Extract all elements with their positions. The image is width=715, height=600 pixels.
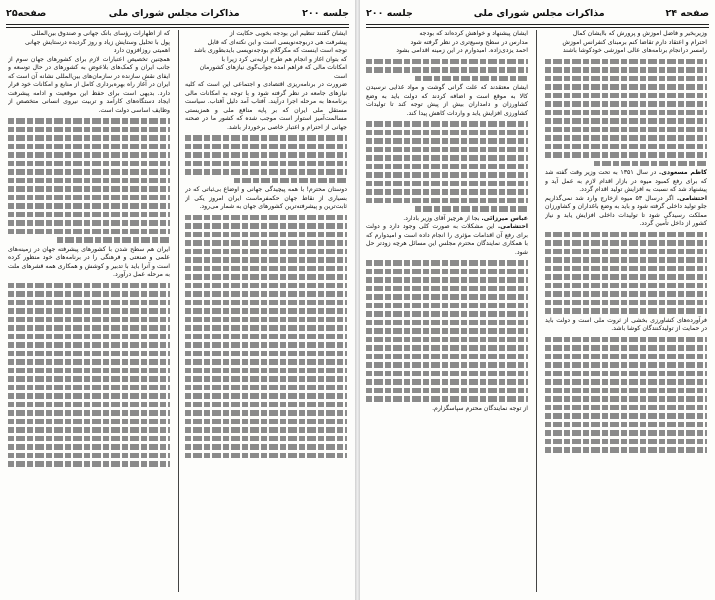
text-filler <box>8 283 170 289</box>
text-filler <box>234 178 347 184</box>
text-filler <box>185 436 347 442</box>
text-filler <box>366 59 528 65</box>
text-filler <box>366 147 528 153</box>
right-page-right-column <box>545 30 707 596</box>
text-filler <box>545 405 707 411</box>
text-filler <box>8 385 170 391</box>
text-filler <box>366 189 528 195</box>
text-filler <box>545 144 707 150</box>
text-filler <box>185 359 347 365</box>
text-filler <box>366 269 528 275</box>
text-filler <box>8 342 170 348</box>
text-filler <box>8 186 170 192</box>
text-filler <box>8 220 170 226</box>
speaker-name: احتشامی. <box>497 223 528 230</box>
text-filler <box>545 413 707 419</box>
left-page-right-column <box>185 30 347 596</box>
paragraph: فرآورده‌های کشاورزی بخشی از ثروت ملی است و دولت باید در حمایت از تولیدکنندگان کوشا باشد. <box>545 316 707 332</box>
text-filler <box>8 195 170 201</box>
left-page-title: مذاکرات مجلس شورای ملی <box>108 7 240 19</box>
speaker-name: عباس میرزائی. <box>481 214 528 222</box>
text-filler <box>366 198 528 204</box>
text-filler <box>545 396 707 402</box>
speaker-name: کاظم مسعودی. <box>658 169 707 176</box>
left-header-rule <box>6 24 349 28</box>
left-page-number: صفحه۲۵ <box>6 7 47 19</box>
right-page-number: صفحه ۲۴ <box>665 7 709 19</box>
right-page-title: مذاکرات مجلس شورای ملی <box>473 7 605 19</box>
text-filler <box>8 376 170 382</box>
text-filler <box>545 110 707 116</box>
text-filler <box>8 427 170 433</box>
text-filler <box>366 371 528 377</box>
paragraph: ایشان معتقدند که علت گرانی گوشت و مواد غذایی نرسیدن کالا به موقع است و اضافه کردند که دولت باید به وضع کشاورزان و دامداران بیش از پیش توجه کند تا تولیدات کشاورزی افزایش یابد و واردات کاهش پیدا کند. <box>366 84 528 117</box>
text-filler <box>8 444 170 450</box>
text-filler <box>8 334 170 340</box>
text-filler <box>366 311 528 317</box>
text-line: احترام و اعتقاد دارم تقاضا کنم برمبنای کنفرانس آموزش <box>562 38 707 46</box>
text-filler <box>8 300 170 306</box>
text-filler <box>366 354 528 360</box>
text-filler <box>8 308 170 314</box>
text-filler <box>545 101 707 107</box>
text-filler <box>366 286 528 292</box>
text-filler <box>185 291 347 297</box>
text-filler <box>366 345 528 351</box>
text-filler <box>8 317 170 323</box>
text-filler <box>366 67 528 73</box>
text-line: توجه است اینست که مکرگلام بودجه‌نویسی بایدبطوری باشد <box>193 47 347 54</box>
text-filler <box>366 138 528 144</box>
text-filler <box>545 266 707 272</box>
text-filler <box>185 410 347 416</box>
text-filler <box>185 300 347 306</box>
text-filler <box>185 240 347 246</box>
text-filler <box>185 419 347 425</box>
text-filler <box>8 410 170 416</box>
text-filler <box>545 152 707 158</box>
text-filler <box>545 93 707 99</box>
text-filler <box>545 439 707 445</box>
text-filler <box>366 172 528 178</box>
text-line: امکانات مالی که فراهم آمده جواب‌گوی نیازهای کشورمان <box>199 64 347 71</box>
text-filler <box>8 135 170 141</box>
text-line: که بتوان آغاز و انجام هم طرح ارایه‌نی کرد زیرا با <box>221 55 347 63</box>
text-filler <box>185 144 347 150</box>
text-filler <box>185 232 347 238</box>
text-line: اهمیتی روزافزون دارد <box>113 47 170 54</box>
text-filler <box>185 376 347 382</box>
left-session-label: جلسه ۲۰۰ <box>302 7 349 19</box>
text-filler <box>8 393 170 399</box>
text-line: که از اظهارات رؤسای بانک جهانی و صندوق بین‌المللی <box>31 30 170 37</box>
text-line: ایشان پیشنهاد و خواهش کرده‌اند که بودجه <box>419 30 528 37</box>
paragraph: همچنین تخصیص اعتبارات لازم برای کشورهای جهان سوم از جانب ایران و کمک‌های بلاعوض به کشورهای در حال توسعه و ایفای نقش سازنده در سازمان‌های بین‌المللی نشانه آن است که ایران در آغاز راه بهره‌برداری کامل از منابع و امکانات خود قرار دارد. بدیهی است برای حفظ این موقعیت و ادامه پیشرفت ایجاد دستگاه‌های کارآمد و تربیت نیروی انسانی متخصص از وظایف اساسی دولت است. <box>8 55 170 114</box>
text-filler <box>545 59 707 65</box>
text-filler <box>366 320 528 326</box>
left-page-left-column <box>8 30 170 596</box>
text-filler <box>185 274 347 280</box>
speech-text: بجا از هرچیز آقای وزیر بادارد. <box>403 214 480 222</box>
text-filler <box>366 379 528 385</box>
text-filler <box>8 203 170 209</box>
text-filler <box>185 317 347 323</box>
text-filler <box>545 240 707 246</box>
text-filler <box>8 161 170 167</box>
text-filler <box>366 155 528 161</box>
right-page-left-column <box>366 30 528 596</box>
text-filler <box>366 337 528 343</box>
text-filler <box>185 223 347 229</box>
text-filler <box>545 300 707 306</box>
text-filler <box>545 337 707 343</box>
text-filler <box>366 164 528 170</box>
text-filler <box>8 368 170 374</box>
text-filler <box>8 325 170 331</box>
text-filler <box>8 351 170 357</box>
text-filler <box>545 354 707 360</box>
speech-text: در سال ۱۳۵۱ به تحت وزیر وقت گفته شد که برای رفع کمبود میوه در بازار اقدام لازم به عمل آید و پیشنهاد شد که نسبت به افزایش تولید اقدام گردد. <box>545 169 707 193</box>
text-filler <box>8 169 170 175</box>
text-filler <box>8 419 170 425</box>
text-filler <box>185 249 347 255</box>
text-filler <box>185 385 347 391</box>
text-filler <box>545 127 707 133</box>
text-filler <box>545 76 707 82</box>
text-line: ایشان گفتند تنظیم این بودجه بخوبی حکایت از <box>229 30 347 37</box>
text-filler <box>185 342 347 348</box>
text-filler <box>57 237 170 243</box>
text-filler <box>8 359 170 365</box>
text-filler <box>8 178 170 184</box>
text-filler <box>185 152 347 158</box>
paragraph: دوستان محترم! با همه پیچیدگی جهانی و اوضاع بی‌ثباتی که در بسیاری از نقاط جهان حکمفرماست ایران امروز یکی از ثابت‌ترین و پیشرفته‌ترین کشورهای جهان به شمار می‌رود. <box>185 186 347 210</box>
text-filler <box>545 84 707 90</box>
text-filler <box>545 430 707 436</box>
text-filler <box>185 266 347 272</box>
text-filler <box>185 334 347 340</box>
text-filler <box>415 206 528 212</box>
text-filler <box>185 257 347 263</box>
speaker-name: احتشامی. <box>676 194 707 202</box>
text-filler <box>366 388 528 394</box>
text-filler <box>545 422 707 428</box>
text-filler <box>185 135 347 141</box>
text-filler <box>185 393 347 399</box>
text-filler <box>545 308 707 314</box>
text-filler <box>185 427 347 433</box>
text-filler <box>366 277 528 283</box>
right-header-rule <box>366 24 709 28</box>
right-session-label: جلسه ۲۰۰ <box>366 7 413 19</box>
text-filler <box>8 152 170 158</box>
text-line: احمد یزدی‌زاده. امیدوارم در این زمینه اقدامی بشود <box>396 47 528 54</box>
text-filler <box>185 351 347 357</box>
text-line: رامسر درانجام برنامه‌های عالی آموزشی خودکوشا باشند <box>562 47 707 54</box>
text-filler <box>545 118 707 124</box>
text-filler <box>366 362 528 368</box>
text-filler <box>415 76 528 82</box>
text-filler <box>185 308 347 314</box>
left-page-header <box>6 4 349 22</box>
text-filler <box>8 212 170 218</box>
text-filler <box>8 402 170 408</box>
right-page <box>360 0 715 600</box>
text-filler <box>8 144 170 150</box>
text-filler <box>545 274 707 280</box>
text-filler <box>8 291 170 297</box>
paragraph: ایران هم سطح شدن با کشورهای پیشرفته جهان در زمینه‌های علمی و صنعتی و فرهنگی را در برنامه‌های خود منظور کرده است و آنرا باید با تدبیر و کوشش و همکاری همه قشرهای ملت به مرحله عمل درآورد. <box>8 245 170 278</box>
column-divider <box>536 30 537 592</box>
text-filler <box>545 257 707 263</box>
text-line: مدارس در سطح وسیع‌تری در نظر گرفته شود <box>410 38 528 46</box>
text-filler <box>366 181 528 187</box>
text-filler <box>8 436 170 442</box>
text-filler <box>366 130 528 136</box>
text-filler <box>366 328 528 334</box>
column-divider <box>178 30 179 592</box>
text-line: پول با تحلیل وستایش زیاد و روز گردیده درستایش جهانی <box>25 38 170 46</box>
text-filler <box>8 453 170 459</box>
text-filler <box>185 215 347 221</box>
text-filler <box>185 169 347 175</box>
text-filler <box>366 260 528 266</box>
text-filler <box>185 368 347 374</box>
text-filler <box>594 161 707 167</box>
text-filler <box>545 135 707 141</box>
text-filler <box>545 232 707 238</box>
text-filler <box>366 121 528 127</box>
text-filler <box>185 283 347 289</box>
text-filler <box>185 453 347 459</box>
text-filler <box>366 396 528 402</box>
text-filler <box>545 379 707 385</box>
text-filler <box>545 291 707 297</box>
text-filler <box>545 283 707 289</box>
text-filler <box>545 447 707 453</box>
right-page-header <box>366 4 709 22</box>
paragraph: از توجه نمایندگان محترم سپاسگزارم. <box>432 404 528 412</box>
text-filler <box>545 362 707 368</box>
text-filler <box>545 249 707 255</box>
text-line: پیشرفت هی دربوجه‌نویسی است و این نکته‌ای که قابل <box>207 38 347 46</box>
text-filler <box>185 161 347 167</box>
text-filler <box>8 229 170 235</box>
text-filler <box>185 402 347 408</box>
speech-text: اگر درسال ۵۳ میوه ازخارج وارد شد نمی‌گذاریم جلو تولید داخلی گرفته شود و باید به وضع باغداران و کشاورزان مملکت رسیدگی شود تا تولیدات داخلی افزایش یابد و نیاز کشور از داخل تأمین گردد. <box>545 194 707 227</box>
text-filler <box>8 118 170 124</box>
text-filler <box>8 461 170 467</box>
text-filler <box>545 67 707 73</box>
text-filler <box>545 345 707 351</box>
text-filler <box>366 294 528 300</box>
left-page <box>0 0 355 600</box>
text-filler <box>366 303 528 309</box>
text-filler <box>185 325 347 331</box>
text-filler <box>545 388 707 394</box>
text-filler <box>185 444 347 450</box>
text-line: است <box>334 72 347 80</box>
text-filler <box>545 371 707 377</box>
text-filler <box>8 127 170 133</box>
speech-text: این مشکلات به صورت کلی وجود دارد و دولت برای رفع آن اقدامات مؤثری را انجام داده است و امیدوارم که با همکاری نمایندگان محترم مجلس این مسائل هرچه زودتر حل شود. <box>366 223 528 256</box>
text-line: وزیربخیر و فاضل آموزش و پرورش که باایشان کمال <box>572 30 707 37</box>
paragraph: ضرورت در برنامه‌ریزی اقتصادی و اجتماعی این است که کلیه نیازهای جامعه در نظر گرفته شود و با توجه به امکانات مالی برنامه‌ها به مرحله اجرا درآیند. آفتاب آمد دلیل آفتاب. سیاست مستقل ملی ایران که بر پایه منافع ملی و همزیستی مسالمت‌آمیز استوار است موجب شده که کشور ما در صحنه جهانی از احترام و اعتبار خاصی برخوردار باشد. <box>185 81 347 131</box>
